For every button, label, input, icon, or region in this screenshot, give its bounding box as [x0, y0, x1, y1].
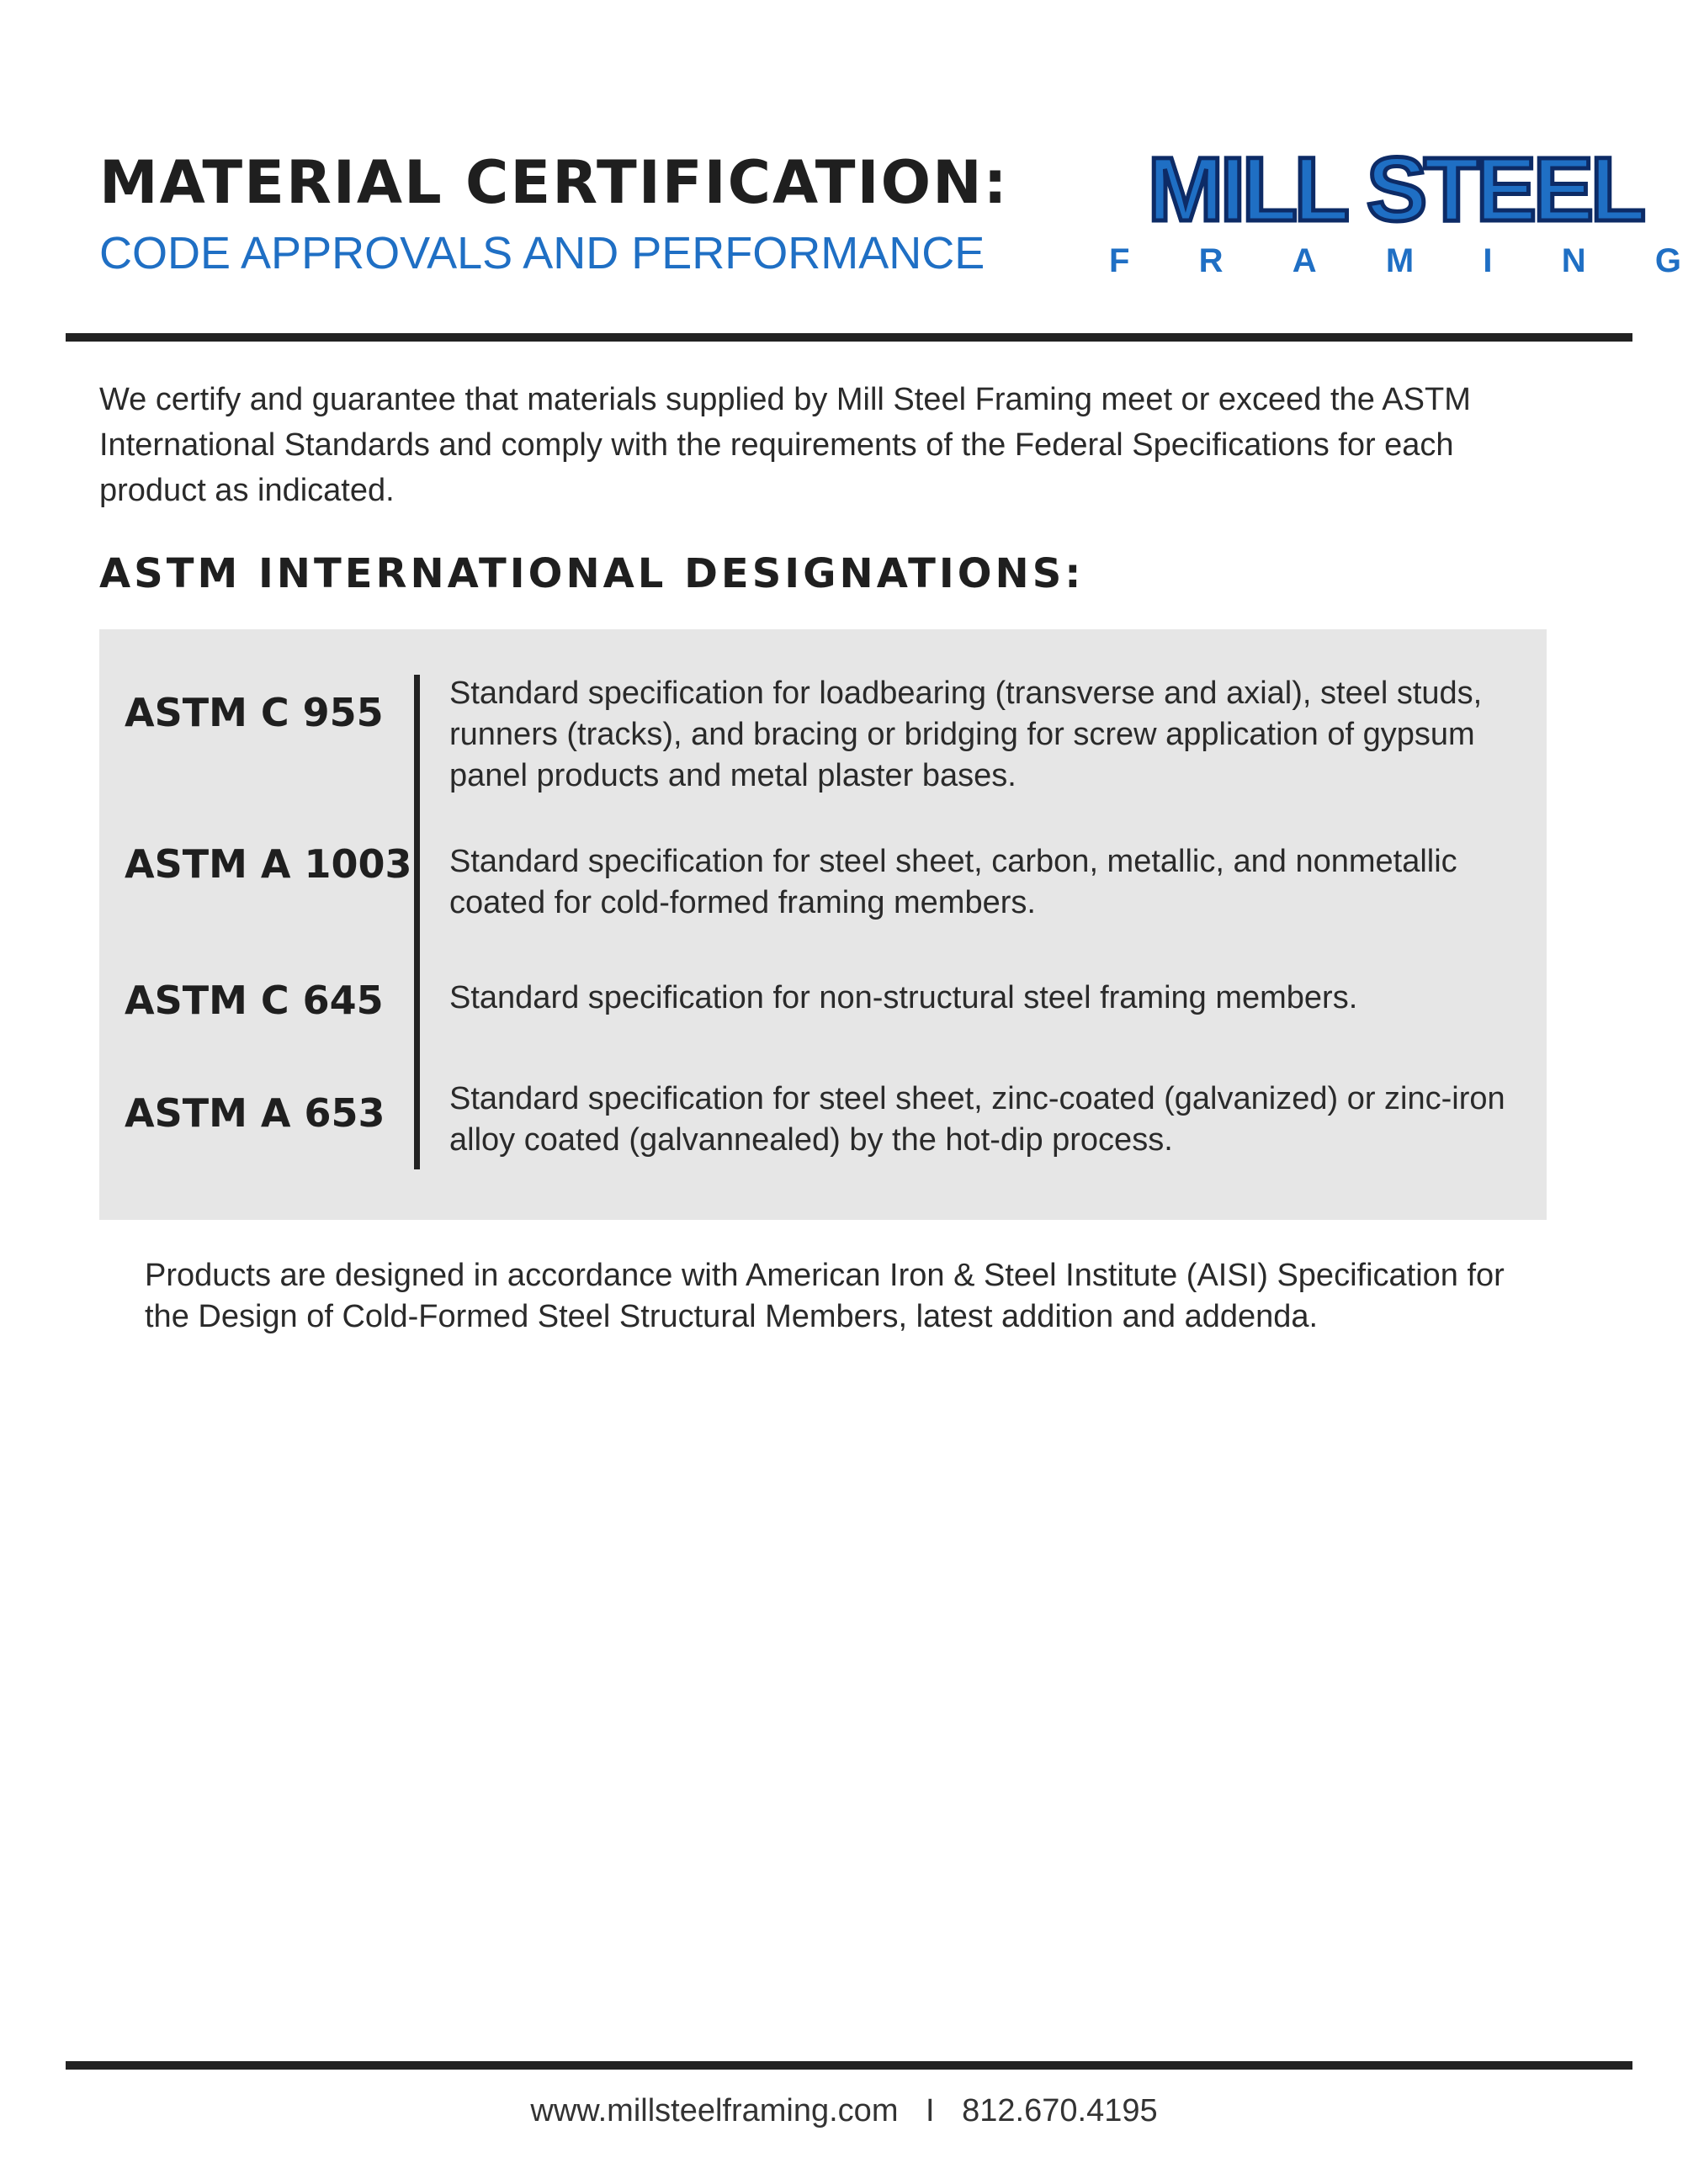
- logo-tagline-letter: F: [1109, 242, 1130, 279]
- footer-divider: [66, 2061, 1632, 2070]
- logo-tagline: [1092, 242, 1688, 280]
- designation-code: ASTM A 1003: [125, 841, 412, 887]
- intro-paragraph: We certify and guarantee that materials supplied by Mill Steel Framing meet or exceed the ASTM International Standards and comply with the requirements of the Federal Specifications for each product as indicated.: [99, 382, 1471, 508]
- page-title: MATERIAL CERTIFICATION:: [99, 148, 1009, 217]
- logo-tagline-letter: M: [1385, 242, 1415, 279]
- closing-paragraph: Products are designed in accordance with American Iron & Steel Institute (AISI) Specification for the Design of Cold-Formed Steel Structural Members, latest addition and addenda.: [145, 1258, 1505, 1334]
- page-header: [99, 138, 1681, 294]
- website-link[interactable]: www.millsteelframing.com: [530, 2093, 899, 2128]
- footer-separator: I: [926, 2093, 935, 2128]
- designation-code: ASTM C 955: [125, 690, 384, 735]
- section-heading: ASTM INTERNATIONAL DESIGNATIONS:: [99, 550, 1085, 597]
- designation-code: ASTM C 645: [125, 978, 384, 1023]
- logo-tagline-letter: N: [1561, 242, 1586, 279]
- designation-description: Standard specification for non-structural steel framing members.: [449, 980, 1358, 1015]
- logo-wordmark: MILL STEEL: [1147, 138, 1643, 240]
- designations-panel: [99, 629, 1547, 1220]
- designation-description: Standard specification for loadbearing (transverse and axial), steel studs, runners (tracks), and bracing or bridging for screw application of gypsum panel products and metal plaster bases.: [449, 676, 1483, 793]
- logo-tagline-letter: A: [1292, 242, 1317, 279]
- page-subtitle: CODE APPROVALS AND PERFORMANCE: [99, 228, 985, 278]
- designation-description: Standard specification for steel sheet, carbon, metallic, and nonmetallic coated for cold-formed framing members.: [449, 844, 1457, 920]
- header-divider: [66, 333, 1632, 342]
- phone-number: 812.670.4195: [962, 2093, 1158, 2128]
- designation-divider: [414, 675, 420, 1169]
- designation-code: ASTM A 653: [125, 1090, 385, 1136]
- footer: [0, 2093, 1688, 2129]
- mill-steel-framing-logo: [1092, 138, 1688, 286]
- designation-description: Standard specification for steel sheet, zinc-coated (galvanized) or zinc-iron alloy coated (galvannealed) by the hot-dip process.: [449, 1081, 1505, 1158]
- logo-tagline-letter: G: [1654, 242, 1681, 279]
- logo-tagline-letter: R: [1198, 242, 1224, 279]
- logo-tagline-letter: I: [1483, 242, 1493, 279]
